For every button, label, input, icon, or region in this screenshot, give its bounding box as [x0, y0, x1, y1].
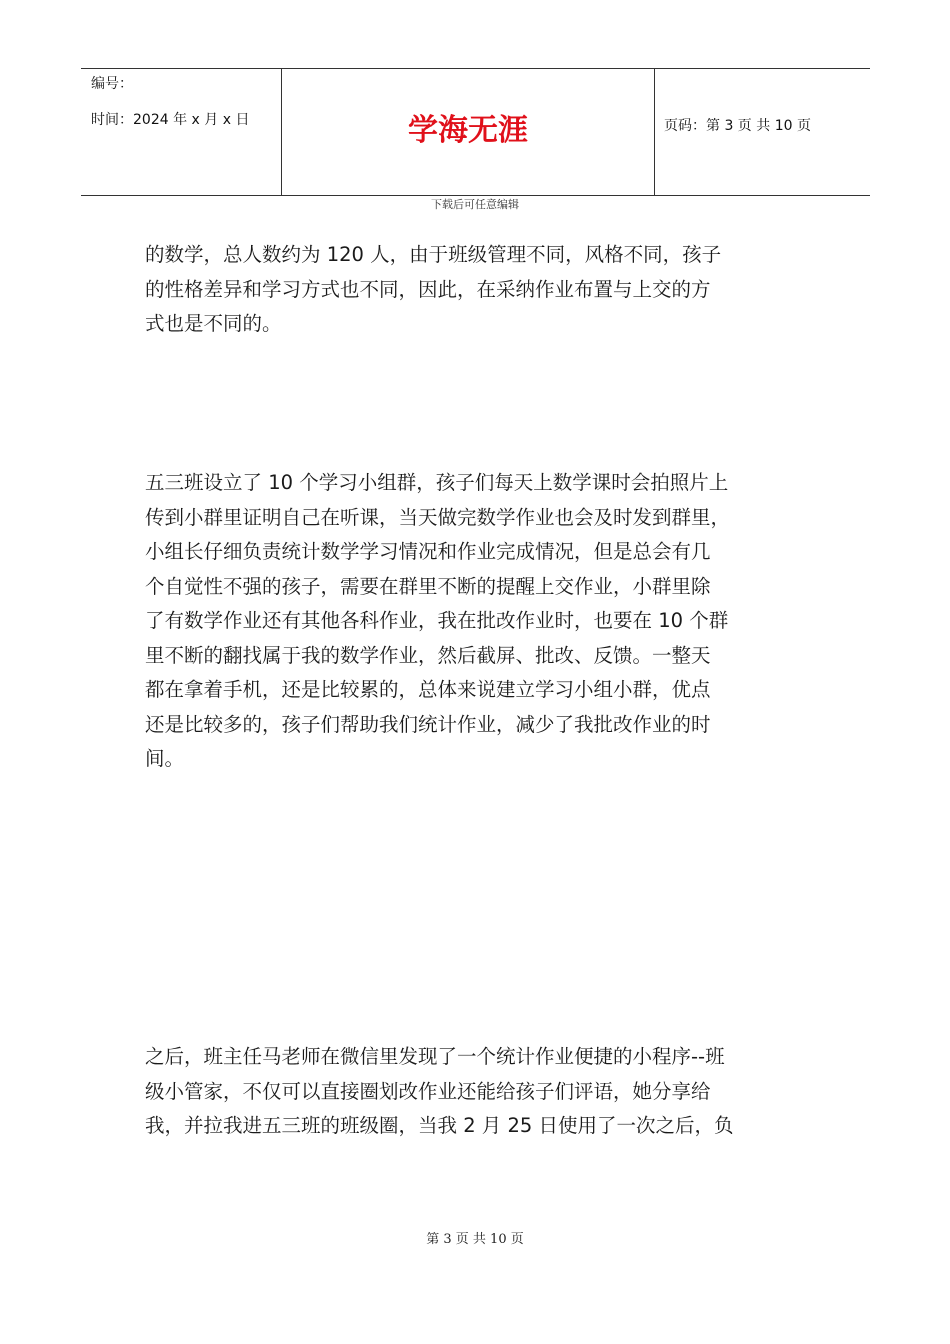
- paragraph-3: [145, 1040, 825, 1144]
- text-line: 里不断的翻找属于我的数学作业，然后截屏、批改、反馈。一整天: [145, 643, 711, 667]
- header-left-cell: [81, 69, 281, 195]
- text-line: 间。: [145, 747, 185, 770]
- document-header: [81, 68, 870, 196]
- document-date-label: 时间：2024 年 x 月 x 日: [91, 112, 250, 128]
- text-line: 级小管家，不仅可以直接圈划改作业还能给孩子们评语，她分享给: [145, 1079, 711, 1103]
- text-line: 还是比较多的，孩子们帮助我们统计作业，减少了我批改作业的时: [145, 712, 711, 736]
- editable-note: 下载后可任意编辑: [431, 198, 519, 211]
- text-line: 传到小群里证明自己在听课，当天做完数学作业也会及时发到群里，: [145, 505, 731, 529]
- header-center-cell: [281, 69, 655, 195]
- page-footer: 第 3 页 共 10 页: [426, 1232, 524, 1247]
- paragraph-1: [145, 238, 825, 342]
- text-line: 我，并拉我进五三班的班级圈，当我 2 月 25 日使用了一次之后，负: [145, 1114, 734, 1137]
- text-line: 的性格差异和学习方式也不同，因此，在采纳作业布置与上交的方: [145, 277, 711, 301]
- header-right-cell: [654, 69, 870, 195]
- text-line: 式也是不同的。: [145, 312, 282, 335]
- text-line: 都在拿着手机，还是比较累的，总体来说建立学习小组小群，优点: [145, 678, 711, 701]
- document-number-label: 编号：: [91, 76, 133, 92]
- paragraph-2: [145, 466, 825, 777]
- header-page-indicator: 页码：第 3 页 共 10 页: [664, 118, 811, 134]
- brand-title: 学海无涯: [408, 113, 528, 148]
- text-line: 个自觉性不强的孩子，需要在群里不断的提醒上交作业，小群里除: [145, 574, 711, 598]
- text-line: 小组长仔细负责统计数学学习情况和作业完成情况，但是总会有几: [145, 540, 711, 563]
- text-line: 之后，班主任马老师在微信里发现了一个统计作业便捷的小程序--班: [145, 1045, 725, 1068]
- text-line: 五三班设立了 10 个学习小组群，孩子们每天上数学课时会拍照片上: [145, 471, 729, 494]
- text-line: 了有数学作业还有其他各科作业，我在批改作业时，也要在 10 个群: [145, 609, 729, 632]
- text-line: 的数学，总人数约为 120 人，由于班级管理不同，风格不同，孩子: [145, 243, 722, 266]
